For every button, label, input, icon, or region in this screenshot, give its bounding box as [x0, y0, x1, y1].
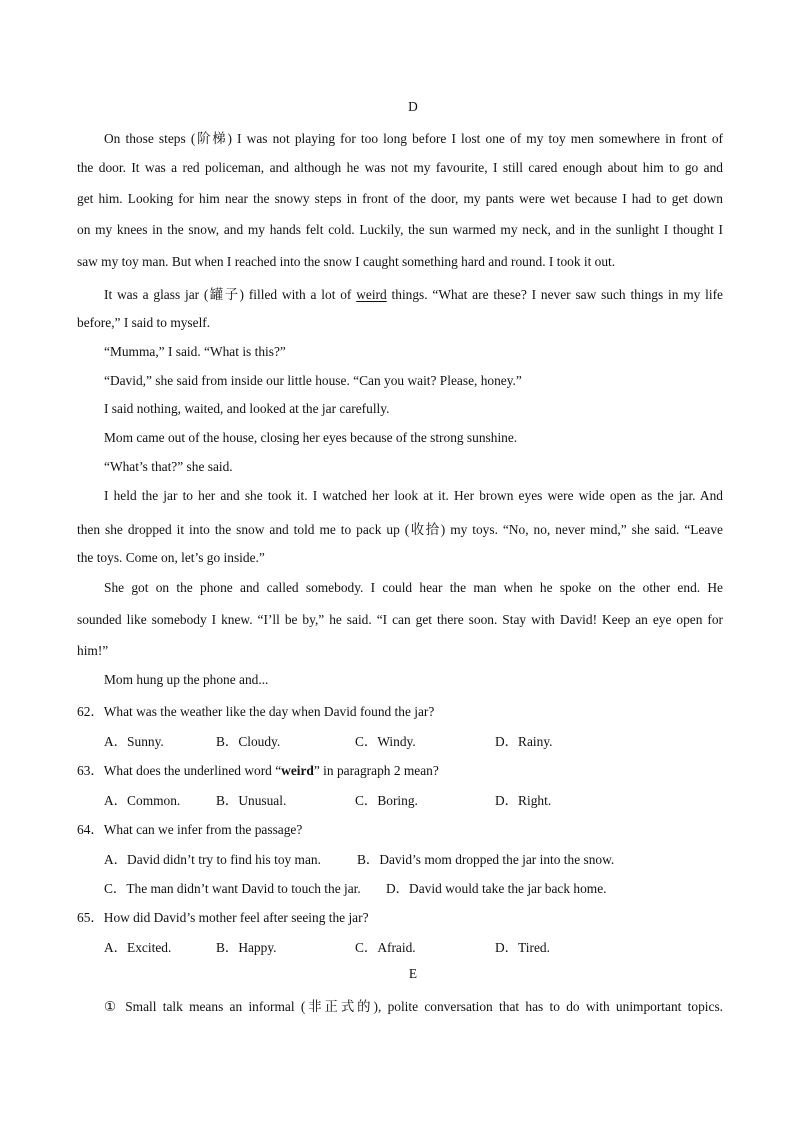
- question-64-option-c: C．The man didn’t want David to touch the jar.: [104, 881, 361, 896]
- paragraph-7: “What’s that?” she said.: [104, 459, 233, 474]
- question-63-stem: 63．What does the underlined word “weird” in paragraph 2 mean?: [77, 763, 439, 778]
- paragraph-1-line-1: On those steps (阶梯) I was not playing for too long before I lost one of my toy men somewhere in front of: [104, 131, 723, 146]
- paragraph-1-line-3: get him. Looking for him near the snowy steps in front of the door, my pants were wet because I had to get down: [77, 191, 723, 206]
- paragraph-9-line-2: sounded like somebody I knew. “I’ll be by,” he said. “I can get there soon. Stay with David! Keep an eye open for: [77, 612, 723, 627]
- question-63-option-d: D．Right.: [495, 793, 552, 808]
- paragraph-2-line-1: It was a glass jar (罐子) filled with a lot of weird things. “What are these? I never saw such things in my life: [104, 287, 723, 302]
- question-65-option-d: D．Tired.: [495, 940, 550, 955]
- question-62-option-a: A．Sunny.: [104, 734, 164, 749]
- question-63-option-c: C．Boring.: [355, 793, 418, 808]
- question-62-option-b: B．Cloudy.: [216, 734, 281, 749]
- paragraph-8-line-3: the toys. Come on, let’s go inside.”: [77, 550, 265, 565]
- paragraph-9-line-3: him!”: [77, 643, 109, 658]
- question-62-option-d: D．Rainy.: [495, 734, 553, 749]
- underlined-word-weird: weird: [356, 287, 387, 302]
- paragraph-8-line-1: I held the jar to her and she took it. I watched her look at it. Her brown eyes were wide open as the jar. And: [104, 488, 723, 503]
- question-65-option-a: A．Excited.: [104, 940, 172, 955]
- paragraph-4: “David,” she said from inside our little house. “Can you wait? Please, honey.”: [104, 373, 522, 388]
- question-64-stem: 64．What can we infer from the passage?: [77, 822, 303, 837]
- bold-word-weird: weird: [281, 763, 314, 778]
- paragraph-2-line-2: before,” I said to myself.: [77, 315, 211, 330]
- question-64-option-d: D．David would take the jar back home.: [386, 881, 607, 896]
- paragraph-3: “Mumma,” I said. “What is this?”: [104, 344, 286, 359]
- section-d-heading: D: [408, 99, 418, 114]
- paragraph-1-line-2: the door. It was a red policeman, and although he was not my favourite, I still cared enough about him to go and: [77, 160, 723, 175]
- question-64-option-a: A．David didn’t try to find his toy man.: [104, 852, 321, 867]
- question-65-option-b: B．Happy.: [216, 940, 277, 955]
- question-62-stem: 62．What was the weather like the day when David found the jar?: [77, 704, 435, 719]
- paragraph-9-line-1: She got on the phone and called somebody. I could hear the man when he spoke on the other end. He: [104, 580, 723, 595]
- paragraph-1-line-5: saw my toy man. But when I reached into the snow I caught something hard and round. I took it out.: [77, 254, 616, 269]
- paragraph-8-line-2: then she dropped it into the snow and told me to pack up (收拾) my toys. “No, no, never mind,” she said. “Leave: [77, 522, 723, 537]
- paragraph-5: I said nothing, waited, and looked at the jar carefully.: [104, 401, 390, 416]
- question-65-option-c: C．Afraid.: [355, 940, 416, 955]
- question-63-option-b: B．Unusual.: [216, 793, 287, 808]
- question-63-option-a: A．Common.: [104, 793, 181, 808]
- question-65-stem: 65．How did David’s mother feel after seeing the jar?: [77, 910, 369, 925]
- question-62-option-c: C．Windy.: [355, 734, 416, 749]
- paragraph-1-line-4: on my knees in the snow, and my hands felt cold. Luckily, the sun warmed my neck, and in the sunlight I thought I: [77, 222, 723, 237]
- section-e-heading: E: [408, 966, 418, 981]
- question-64-option-b: B．David’s mom dropped the jar into the snow.: [357, 852, 615, 867]
- paragraph-6: Mom came out of the house, closing her eyes because of the strong sunshine.: [104, 430, 518, 445]
- section-e-paragraph-1-line-1: ① Small talk means an informal (非正式的), polite conversation that has to do with unimportant topics.: [104, 999, 723, 1014]
- paragraph-10: Mom hung up the phone and...: [104, 672, 269, 687]
